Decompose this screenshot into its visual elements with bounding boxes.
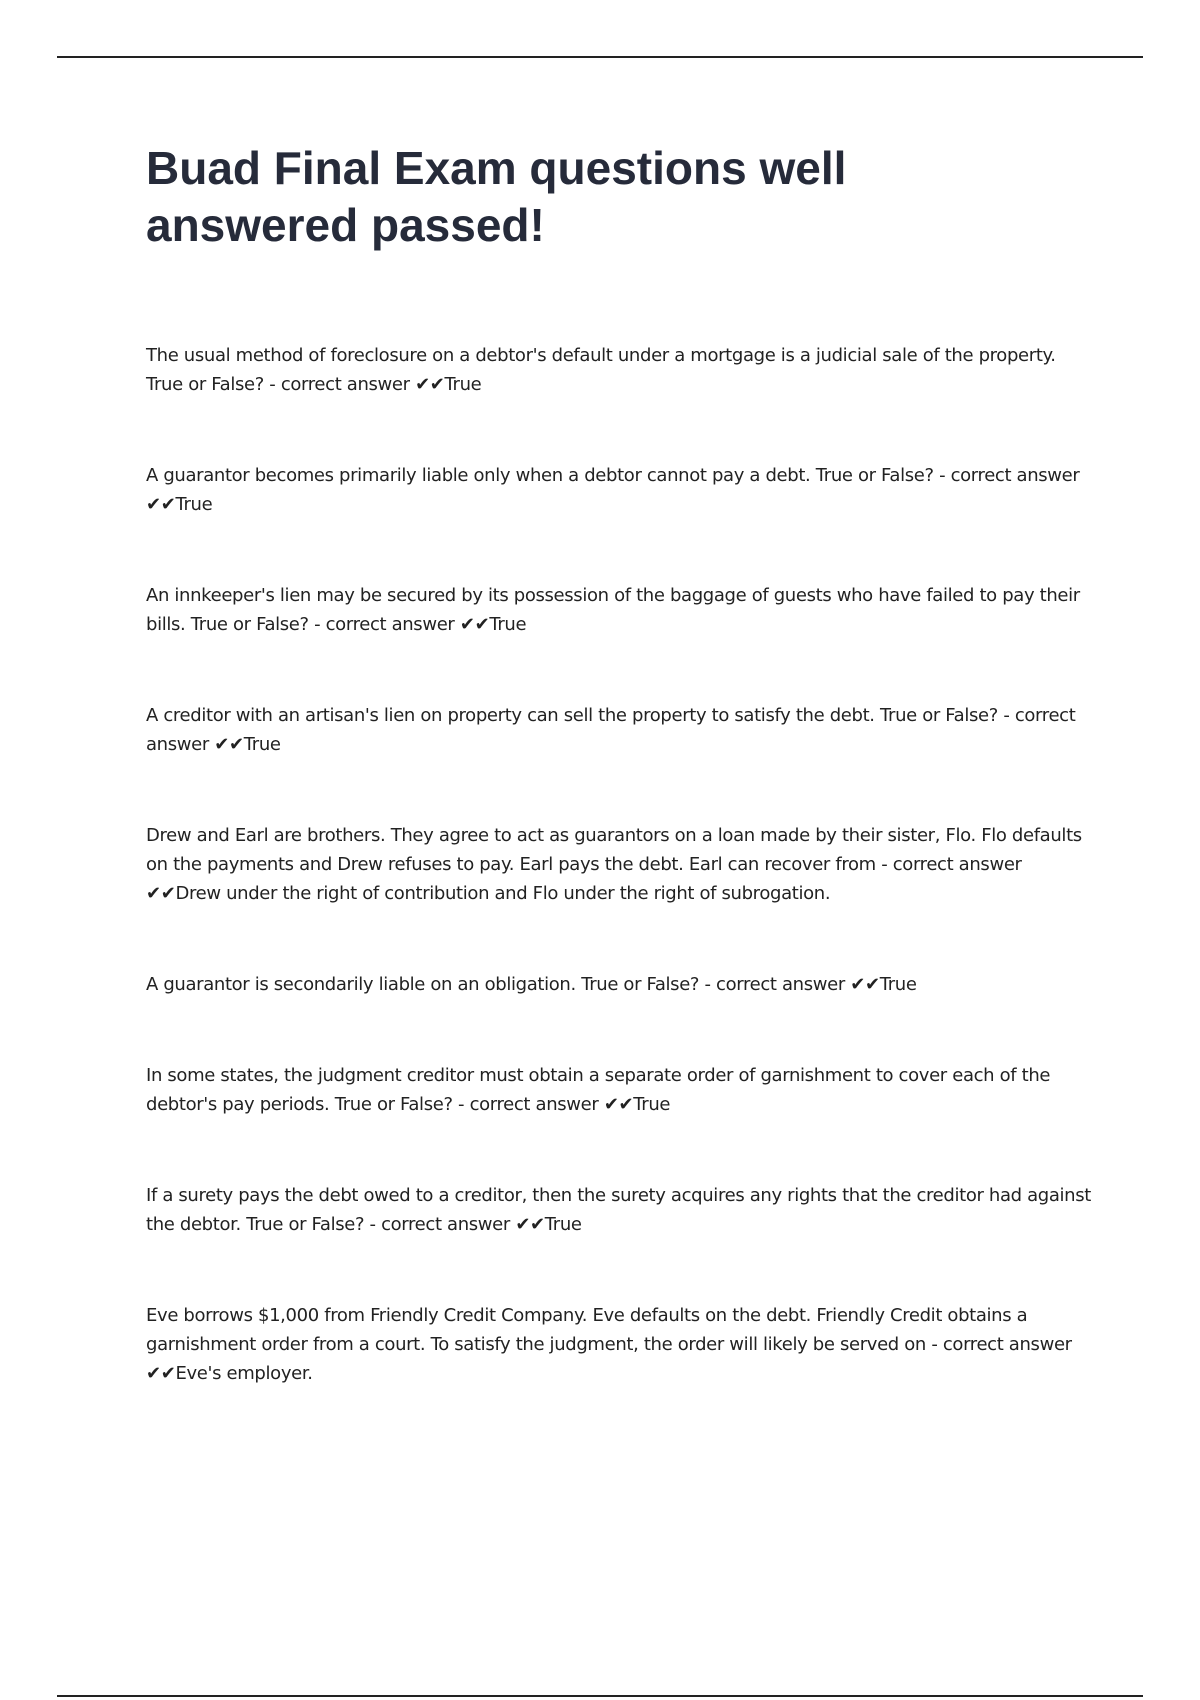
answer-text: True <box>633 1094 671 1115</box>
question-text: The usual method of foreclosure on a debtor's default under a mortgage is a judicial sale of the property. True or False? <box>146 345 1056 395</box>
answer-label: correct answer <box>942 1334 1072 1355</box>
answer-text: True <box>544 1214 582 1235</box>
separator: - <box>364 1214 382 1235</box>
qa-item <box>146 341 1096 399</box>
answer-label: correct answer <box>892 854 1022 875</box>
qa-item <box>146 701 1096 759</box>
question-text: A guarantor is secondarily liable on an obligation. True or False? <box>146 974 700 995</box>
answer-text: True <box>489 614 527 635</box>
separator: - <box>308 614 326 635</box>
question-text: Eve borrows $1,000 from Friendly Credit Company. Eve defaults on the debt. Friendly Credit obtains a garnishment order from a court. To satisfy the judgment, the order will likely be served on <box>146 1305 1028 1355</box>
separator: - <box>452 1094 470 1115</box>
check-marks-icon: ✔✔ <box>214 734 244 755</box>
qa-item <box>146 970 1096 999</box>
question-text: A creditor with an artisan's lien on property can sell the property to satisfy the debt. True or False? <box>146 705 998 726</box>
check-marks-icon: ✔✔ <box>146 1363 176 1384</box>
check-marks-icon: ✔✔ <box>603 1094 634 1115</box>
answer-label: correct answer <box>325 614 455 635</box>
answer-label: correct answer <box>146 705 1076 755</box>
check-marks-icon: ✔✔ <box>459 614 490 635</box>
top-rule <box>57 56 1143 58</box>
answer-text: Drew under the right of contribution and Flo under the right of subrogation. <box>175 883 831 904</box>
answer-text: True <box>175 494 213 515</box>
check-marks-icon: ✔✔ <box>515 1214 545 1235</box>
qa-item <box>146 821 1096 908</box>
answer-label: correct answer <box>469 1094 599 1115</box>
answer-label: correct answer <box>381 1214 510 1235</box>
check-marks-icon: ✔✔ <box>146 494 176 515</box>
answer-text: Eve's employer. <box>175 1363 313 1384</box>
separator: - <box>925 1334 943 1355</box>
question-text: If a surety pays the debt owed to a creditor, then the surety acquires any rights that the creditor had against the debtor. True or False? <box>146 1185 1091 1235</box>
question-text: In some states, the judgment creditor must obtain a separate order of garnishment to cover each of the debtor's pay periods. True or False? <box>146 1065 1051 1115</box>
qa-item <box>146 461 1096 519</box>
answer-text: True <box>243 734 281 755</box>
check-marks-icon: ✔✔ <box>146 883 176 904</box>
qa-item <box>146 1061 1096 1119</box>
answer-text: True <box>444 374 482 395</box>
document-body <box>146 140 1096 1450</box>
separator: - <box>933 465 951 486</box>
answer-text: True <box>879 974 917 995</box>
answer-label: correct answer <box>716 974 845 995</box>
question-text: An innkeeper's lien may be secured by its possession of the baggage of guests who have failed to pay their bills. True or False? <box>146 585 1080 635</box>
qa-item <box>146 1301 1096 1388</box>
qa-item <box>146 581 1096 639</box>
separator: - <box>699 974 717 995</box>
bottom-rule <box>57 1695 1143 1697</box>
qa-item <box>146 1181 1096 1239</box>
separator: - <box>263 374 281 395</box>
document-title: Buad Final Exam questions well answered passed! <box>146 142 847 251</box>
check-marks-icon: ✔✔ <box>850 974 880 995</box>
question-text: A guarantor becomes primarily liable only when a debtor cannot pay a debt. True or False? <box>146 465 934 486</box>
answer-label: correct answer <box>280 374 410 395</box>
check-marks-icon: ✔✔ <box>415 374 445 395</box>
question-text: Drew and Earl are brothers. They agree to act as guarantors on a loan made by their sister, Flo. Flo defaults on the payments and Drew refuses to pay. Earl pays the debt. Earl can recover from <box>146 825 1082 875</box>
separator: - <box>997 705 1015 726</box>
separator: - <box>875 854 893 875</box>
answer-label: correct answer <box>950 465 1080 486</box>
qa-list <box>146 341 1096 1388</box>
